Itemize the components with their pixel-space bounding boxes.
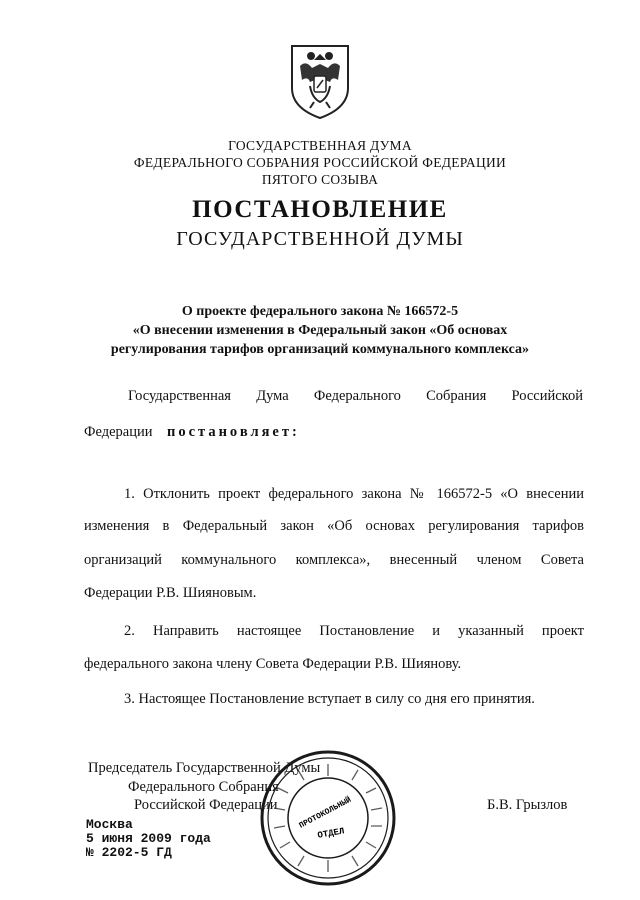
item-2-line-1: 2. Направить настоящее Постановление и указанный проект xyxy=(124,623,584,639)
stamp-center-bottom: ОТДЕЛ xyxy=(316,826,346,841)
preamble-resolves: постановляет: xyxy=(166,424,300,440)
header-line-duma: ГОСУДАРСТВЕННАЯ ДУМА xyxy=(228,138,412,153)
item-1-line-4: Федерации Р.В. Шияновым. xyxy=(84,585,257,601)
about-line-3: регулирования тарифов организаций коммунального комплекса» xyxy=(110,342,530,357)
footer-date: 5 июня 2009 года xyxy=(86,831,211,846)
item-1-line-1: 1. Отклонить проект федерального закона № 166572-5 «О внесении xyxy=(124,486,584,502)
signatory-name: Б.В. Грызлов xyxy=(487,797,568,813)
item-3-line-1: 3. Настоящее Постановление вступает в силу со дня его принятия. xyxy=(124,691,535,707)
coat-of-arms-emblem xyxy=(288,42,352,120)
preamble-federation: Федерации xyxy=(84,424,153,440)
stamp-center-top: ПРОТОКОЛЬНЫЙ xyxy=(297,795,353,831)
item-1-line-2: изменения в Федеральный закон «Об основах регулирования тарифов xyxy=(84,518,584,534)
footer-number: № 2202-5 ГД xyxy=(86,845,172,860)
item-2-line-2: федерального закона члену Совета Федерации Р.В. Шиянову. xyxy=(84,656,462,672)
header-line-convocation: ПЯТОГО СОЗЫВА xyxy=(261,172,379,187)
signatory-title-line-2: Федерального Собрания xyxy=(128,779,279,795)
signatory-title-line-1: Председатель Государственной Думы xyxy=(88,760,321,776)
preamble-line-2 xyxy=(84,424,300,441)
document-title: ПОСТАНОВЛЕНИЕ xyxy=(192,196,448,223)
protocol-department-stamp xyxy=(258,748,398,888)
footer-city: Москва xyxy=(86,817,133,832)
about-line-1: О проекте федерального закона № 166572-5 xyxy=(181,304,459,319)
preamble-line-1: Государственная Дума Федерального Собрания Российской xyxy=(128,388,583,404)
about-line-2: «О внесении изменения в Федеральный закон «Об основах xyxy=(132,323,508,338)
signatory-title-line-3: Российской Федерации xyxy=(134,797,278,813)
document-subtitle: ГОСУДАРСТВЕННОЙ ДУМЫ xyxy=(176,228,464,250)
item-1-line-3: организаций коммунального комплекса», внесенный членом Совета xyxy=(84,552,584,568)
header-line-assembly: ФЕДЕРАЛЬНОГО СОБРАНИЯ РОССИЙСКОЙ ФЕДЕРАЦИИ xyxy=(133,155,507,170)
